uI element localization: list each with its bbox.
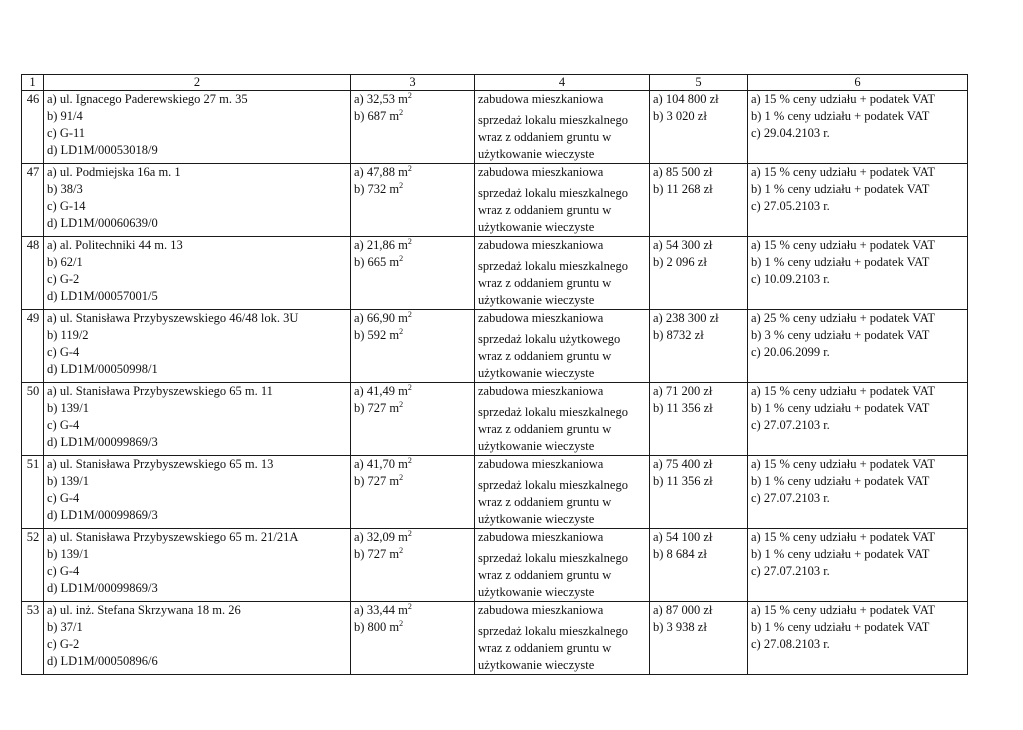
land-price: b) 8 684 zł: [653, 547, 707, 561]
land-transfer: wraz z oddaniem gruntu w: [478, 276, 612, 290]
plot-area: b) 800 $m^2$: [354, 619, 404, 634]
flat-area: a) 47,88 $m^2$: [354, 164, 412, 179]
usage-type: użytkowanie wieczyste: [478, 585, 595, 599]
plot-area: b) 727 $m^2$: [354, 546, 404, 561]
land-purpose: zabudowa mieszkaniowa: [478, 530, 604, 544]
annual-fee: b) 3 % ceny udziału + podatek VAT: [751, 328, 930, 342]
table-row: [22, 602, 968, 675]
plot-number: b) 139/1: [47, 547, 90, 561]
usage-type: użytkowanie wieczyste: [478, 293, 595, 307]
table-row: [22, 310, 968, 383]
header-col-2: 2: [44, 75, 351, 91]
table-row: [22, 529, 968, 602]
deadline: c) 27.07.2103 r.: [751, 491, 830, 505]
designation-cell: [475, 164, 650, 237]
row-number: 46: [26, 92, 40, 106]
map-sheet: c) G-4: [47, 564, 80, 578]
location-cell: [44, 91, 351, 164]
row-number: 53: [26, 603, 40, 617]
price-cell: [650, 237, 748, 310]
land-register-number: d) LD1M/00099869/3: [47, 435, 158, 449]
plot-area: b) 732 $m^2$: [354, 181, 404, 196]
usage-type: użytkowanie wieczyste: [478, 147, 595, 161]
map-sheet: c) G-4: [47, 491, 80, 505]
area-cell: [351, 310, 475, 383]
flat-price: a) 85 500 zł: [653, 165, 713, 179]
designation-cell: [475, 383, 650, 456]
area-unit-superscript: 2: [407, 383, 412, 392]
price-cell: [650, 529, 748, 602]
land-transfer: wraz z oddaniem gruntu w: [478, 495, 612, 509]
designation-cell: [475, 456, 650, 529]
price-cell: [650, 383, 748, 456]
annual-fee: b) 1 % ceny udziału + podatek VAT: [751, 182, 930, 196]
annual-fee: b) 1 % ceny udziału + podatek VAT: [751, 401, 930, 415]
area-cell: [351, 529, 475, 602]
area-unit-superscript: 2: [399, 181, 404, 190]
address: a) ul. Stanisława Przybyszewskiego 65 m. 11: [47, 384, 273, 398]
header-col-4: 4: [475, 75, 650, 91]
first-fee: a) 15 % ceny udziału + podatek VAT: [751, 530, 935, 544]
plot-area: b) 592 $m^2$: [354, 327, 404, 342]
area-unit-superscript: 2: [407, 91, 412, 100]
land-transfer: wraz z oddaniem gruntu w: [478, 130, 612, 144]
row-number: 50: [26, 384, 40, 398]
area-unit-superscript: 2: [399, 546, 404, 555]
flat-price: a) 75 400 zł: [653, 457, 713, 471]
area-unit-superscript: 2: [407, 602, 412, 611]
location-cell: [44, 383, 351, 456]
row-number: 52: [26, 530, 40, 544]
deadline: c) 20.06.2099 r.: [751, 345, 830, 359]
row-number-cell: [22, 91, 44, 164]
document-sheet: [21, 74, 968, 675]
area-unit-superscript: 2: [407, 456, 412, 465]
area-unit-superscript: 2: [407, 164, 412, 173]
property-table: [21, 74, 968, 675]
flat-area: a) 41,70 $m^2$: [354, 456, 412, 471]
address: a) ul. Podmiejska 16a m. 1: [47, 165, 181, 179]
price-cell: [650, 164, 748, 237]
address: a) al. Politechniki 44 m. 13: [47, 238, 183, 252]
location-cell: [44, 164, 351, 237]
plot-number: b) 139/1: [47, 401, 90, 415]
map-sheet: c) G-4: [47, 418, 80, 432]
location-cell: [44, 237, 351, 310]
row-number: 51: [26, 457, 40, 471]
land-register-number: d) LD1M/00050896/6: [47, 654, 158, 668]
sale-type: sprzedaż lokalu mieszkalnego: [478, 624, 628, 638]
first-fee: a) 15 % ceny udziału + podatek VAT: [751, 92, 935, 106]
row-number: 47: [26, 165, 40, 179]
land-transfer: wraz z oddaniem gruntu w: [478, 422, 612, 436]
area-cell: [351, 602, 475, 675]
fees-cell: [748, 310, 968, 383]
land-purpose: zabudowa mieszkaniowa: [478, 311, 604, 325]
land-price: b) 2 096 zł: [653, 255, 707, 269]
fees-cell: [748, 456, 968, 529]
sale-type: sprzedaż lokalu mieszkalnego: [478, 478, 628, 492]
flat-price: a) 54 300 zł: [653, 238, 713, 252]
flat-price: a) 54 100 zł: [653, 530, 713, 544]
flat-area: a) 41,49 $m^2$: [354, 383, 412, 398]
area-unit-superscript: 2: [399, 400, 404, 409]
land-price: b) 8732 zł: [653, 328, 704, 342]
land-register-number: d) LD1M/00057001/5: [47, 289, 158, 303]
land-purpose: zabudowa mieszkaniowa: [478, 238, 604, 252]
location-cell: [44, 310, 351, 383]
header-col-3: 3: [351, 75, 475, 91]
address: a) ul. Stanisława Przybyszewskiego 65 m. 13: [47, 457, 274, 471]
designation-cell: [475, 91, 650, 164]
annual-fee: b) 1 % ceny udziału + podatek VAT: [751, 474, 930, 488]
location-cell: [44, 456, 351, 529]
row-number-cell: [22, 383, 44, 456]
annual-fee: b) 1 % ceny udziału + podatek VAT: [751, 109, 930, 123]
area-unit-superscript: 2: [407, 529, 412, 538]
usage-type: użytkowanie wieczyste: [478, 658, 595, 672]
plot-number: b) 38/3: [47, 182, 83, 196]
land-purpose: zabudowa mieszkaniowa: [478, 384, 604, 398]
map-sheet: c) G-14: [47, 199, 86, 213]
flat-area: a) 32,53 $m^2$: [354, 91, 412, 106]
map-sheet: c) G-2: [47, 637, 80, 651]
deadline: c) 27.05.2103 r.: [751, 199, 830, 213]
land-transfer: wraz z oddaniem gruntu w: [478, 641, 612, 655]
area-unit-superscript: 2: [399, 254, 404, 263]
sale-type: sprzedaż lokalu mieszkalnego: [478, 113, 628, 127]
flat-price: a) 87 000 zł: [653, 603, 713, 617]
annual-fee: b) 1 % ceny udziału + podatek VAT: [751, 547, 930, 561]
table-row: [22, 237, 968, 310]
area-cell: [351, 164, 475, 237]
plot-number: b) 119/2: [47, 328, 89, 342]
table-row: [22, 456, 968, 529]
table-row: [22, 383, 968, 456]
land-purpose: zabudowa mieszkaniowa: [478, 92, 604, 106]
sale-type: sprzedaż lokalu mieszkalnego: [478, 551, 628, 565]
row-number: 48: [26, 238, 40, 252]
area-cell: [351, 383, 475, 456]
deadline: c) 27.07.2103 r.: [751, 564, 830, 578]
area-cell: [351, 91, 475, 164]
plot-area: b) 687 $m^2$: [354, 108, 404, 123]
land-price: b) 11 268 zł: [653, 182, 713, 196]
table-row: [22, 91, 968, 164]
first-fee: a) 15 % ceny udziału + podatek VAT: [751, 238, 935, 252]
header-col-1: 1: [22, 75, 44, 91]
flat-area: a) 33,44 $m^2$: [354, 602, 412, 617]
designation-cell: [475, 310, 650, 383]
header-col-5: 5: [650, 75, 748, 91]
deadline: c) 29.04.2103 r.: [751, 126, 830, 140]
flat-price: a) 104 800 zł: [653, 92, 719, 106]
area-unit-superscript: 2: [399, 108, 404, 117]
flat-area: a) 32,09 $m^2$: [354, 529, 412, 544]
flat-area: a) 66,90 $m^2$: [354, 310, 412, 325]
map-sheet: c) G-11: [47, 126, 86, 140]
location-cell: [44, 602, 351, 675]
area-unit-superscript: 2: [399, 473, 404, 482]
row-number: 49: [26, 311, 40, 325]
sale-type: sprzedaż lokalu mieszkalnego: [478, 259, 628, 273]
plot-number: b) 139/1: [47, 474, 90, 488]
first-fee: a) 25 % ceny udziału + podatek VAT: [751, 311, 935, 325]
plot-area: b) 727 $m^2$: [354, 400, 404, 415]
deadline: c) 10.09.2103 r.: [751, 272, 830, 286]
land-register-number: d) LD1M/00050998/1: [47, 362, 158, 376]
row-number-cell: [22, 602, 44, 675]
area-unit-superscript: 2: [407, 237, 412, 246]
land-register-number: d) LD1M/00060639/0: [47, 216, 158, 230]
land-purpose: zabudowa mieszkaniowa: [478, 603, 604, 617]
fees-cell: [748, 91, 968, 164]
fees-cell: [748, 237, 968, 310]
plot-number: b) 91/4: [47, 109, 83, 123]
header-col-6: 6: [748, 75, 968, 91]
table-row: [22, 164, 968, 237]
designation-cell: [475, 602, 650, 675]
first-fee: a) 15 % ceny udziału + podatek VAT: [751, 603, 935, 617]
land-register-number: d) LD1M/00053018/9: [47, 143, 158, 157]
area-unit-superscript: 2: [407, 310, 412, 319]
row-number-cell: [22, 237, 44, 310]
address: a) ul. Stanisława Przybyszewskiego 46/48 lok. 3U: [47, 311, 299, 325]
flat-price: a) 71 200 zł: [653, 384, 713, 398]
annual-fee: b) 1 % ceny udziału + podatek VAT: [751, 255, 930, 269]
usage-type: użytkowanie wieczyste: [478, 220, 595, 234]
usage-type: użytkowanie wieczyste: [478, 512, 595, 526]
fees-cell: [748, 529, 968, 602]
first-fee: a) 15 % ceny udziału + podatek VAT: [751, 165, 935, 179]
sale-type: sprzedaż lokalu mieszkalnego: [478, 186, 628, 200]
land-register-number: d) LD1M/00099869/3: [47, 508, 158, 522]
area-unit-superscript: 2: [399, 619, 404, 628]
annual-fee: b) 1 % ceny udziału + podatek VAT: [751, 620, 930, 634]
plot-area: b) 727 $m^2$: [354, 473, 404, 488]
area-unit-superscript: 2: [399, 327, 404, 336]
row-number-cell: [22, 164, 44, 237]
land-price: b) 3 938 zł: [653, 620, 707, 634]
first-fee: a) 15 % ceny udziału + podatek VAT: [751, 457, 935, 471]
row-number-cell: [22, 529, 44, 602]
land-register-number: d) LD1M/00099869/3: [47, 581, 158, 595]
address: a) ul. Ignacego Paderewskiego 27 m. 35: [47, 92, 248, 106]
land-transfer: wraz z oddaniem gruntu w: [478, 203, 612, 217]
map-sheet: c) G-4: [47, 345, 80, 359]
address: a) ul. inż. Stefana Skrzywana 18 m. 26: [47, 603, 241, 617]
fees-cell: [748, 164, 968, 237]
deadline: c) 27.07.2103 r.: [751, 418, 830, 432]
land-transfer: wraz z oddaniem gruntu w: [478, 349, 612, 363]
flat-price: a) 238 300 zł: [653, 311, 719, 325]
plot-number: b) 37/1: [47, 620, 83, 634]
deadline: c) 27.08.2103 r.: [751, 637, 830, 651]
area-cell: [351, 237, 475, 310]
land-purpose: zabudowa mieszkaniowa: [478, 165, 604, 179]
first-fee: a) 15 % ceny udziału + podatek VAT: [751, 384, 935, 398]
designation-cell: [475, 237, 650, 310]
fees-cell: [748, 383, 968, 456]
sale-type: sprzedaż lokalu mieszkalnego: [478, 405, 628, 419]
area-cell: [351, 456, 475, 529]
land-price: b) 11 356 zł: [653, 401, 713, 415]
land-transfer: wraz z oddaniem gruntu w: [478, 568, 612, 582]
plot-area: b) 665 $m^2$: [354, 254, 404, 269]
table-body: [22, 91, 968, 675]
location-cell: [44, 529, 351, 602]
plot-number: b) 62/1: [47, 255, 83, 269]
land-purpose: zabudowa mieszkaniowa: [478, 457, 604, 471]
fees-cell: [748, 602, 968, 675]
land-price: b) 3 020 zł: [653, 109, 707, 123]
sale-type: sprzedaż lokalu użytkowego: [478, 332, 621, 346]
price-cell: [650, 602, 748, 675]
flat-area: a) 21,86 $m^2$: [354, 237, 412, 252]
price-cell: [650, 456, 748, 529]
price-cell: [650, 310, 748, 383]
row-number-cell: [22, 310, 44, 383]
address: a) ul. Stanisława Przybyszewskiego 65 m. 21/21A: [47, 530, 299, 544]
designation-cell: [475, 529, 650, 602]
map-sheet: c) G-2: [47, 272, 80, 286]
price-cell: [650, 91, 748, 164]
usage-type: użytkowanie wieczyste: [478, 366, 595, 380]
header-row: [22, 75, 968, 91]
row-number-cell: [22, 456, 44, 529]
land-price: b) 11 356 zł: [653, 474, 713, 488]
usage-type: użytkowanie wieczyste: [478, 439, 595, 453]
